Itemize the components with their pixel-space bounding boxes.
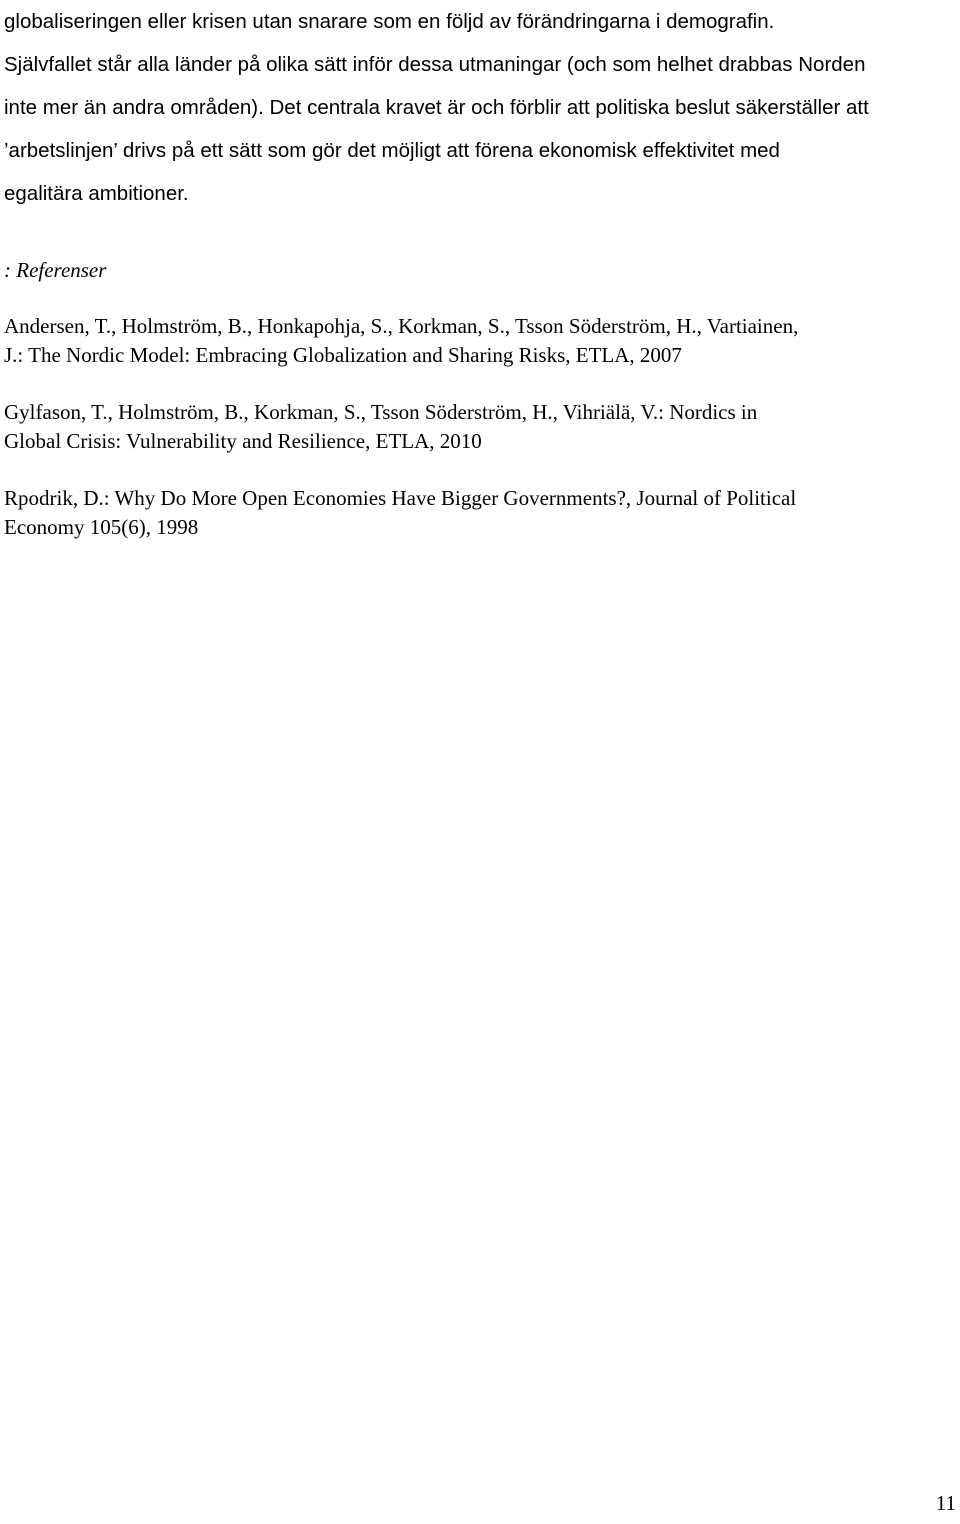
page-number: 11 [935, 1491, 956, 1515]
reference-line: Andersen, T., Holmström, B., Honkapohja, S., Korkman, S., Tsson Söderström, H., Vartiainen, [4, 314, 799, 338]
reference-list [4, 312, 960, 570]
reference-item [4, 312, 960, 370]
references-heading: : Referenser [4, 258, 107, 282]
body-line: Självfallet står alla länder på olika sätt inför dessa utmaningar (och som helhet drabbas Norden [4, 53, 866, 76]
body-paragraph [4, 0, 960, 215]
reference-item [4, 398, 960, 456]
body-line: inte mer än andra områden). Det centrala kravet är och förblir att politiska beslut säkerställer att [4, 96, 869, 119]
reference-item [4, 484, 960, 542]
body-line: ’arbetslinjen’ drivs på ett sätt som gör det möjligt att förena ekonomisk effektivitet med [4, 139, 780, 162]
reference-line: J.: The Nordic Model: Embracing Globalization and Sharing Risks, ETLA, 2007 [4, 343, 682, 367]
reference-line: Rpodrik, D.: Why Do More Open Economies Have Bigger Governments?, Journal of Political [4, 486, 797, 510]
reference-line: Gylfason, T., Holmström, B., Korkman, S., Tsson Söderström, H., Vihriälä, V.: Nordics in [4, 400, 758, 424]
body-line: egalitära ambitioner. [4, 182, 189, 205]
reference-line: Economy 105(6), 1998 [4, 515, 199, 539]
reference-line: Global Crisis: Vulnerability and Resilience, ETLA, 2010 [4, 429, 482, 453]
body-line: globaliseringen eller krisen utan snarare som en följd av förändringarna i demografin. [4, 10, 775, 33]
